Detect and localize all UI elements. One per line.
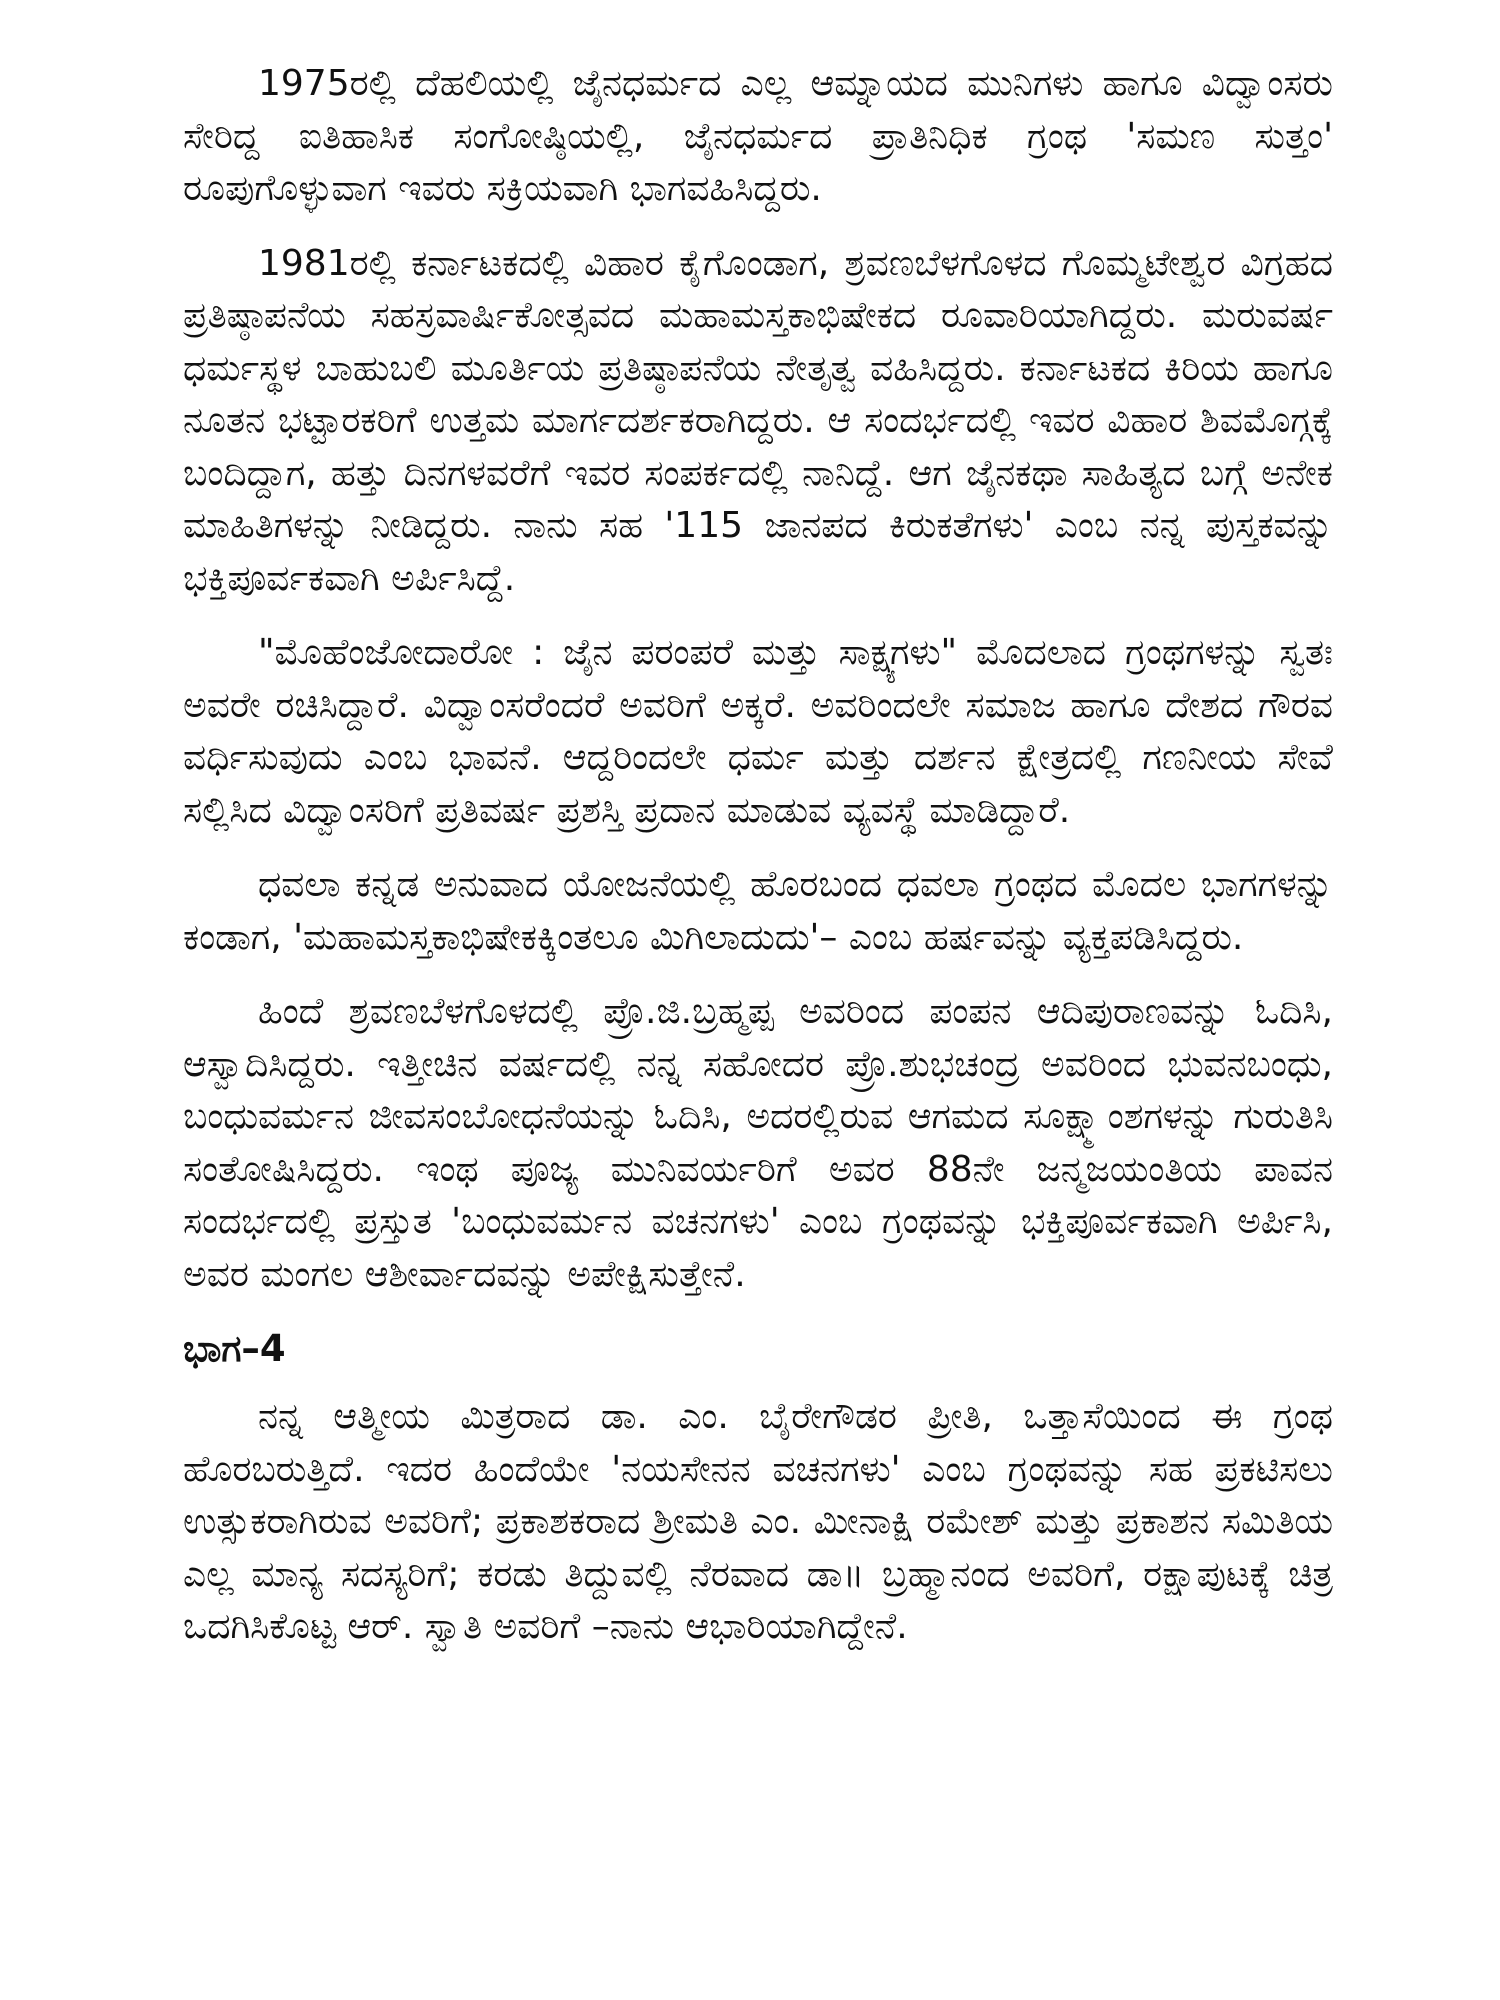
- paragraph-mohenjodaro: "ಮೊಹೆಂಜೋದಾರೋ : ಜೈನ ಪರಂಪರೆ ಮತ್ತು ಸಾಕ್ಷ್ಯಗಳು" ಮೊದಲಾದ ಗ್ರಂಥಗಳನ್ನು ಸ್ವತಃ ಅವರೇ ರಚಿಸಿದ್ದಾರೆ. ವಿದ್ವಾಂಸರೆಂದರೆ ಅವರಿಗೆ ಅಕ್ಕರೆ. ಅವರಿಂದಲೇ ಸಮಾಜ ಹಾಗೂ ದೇಶದ ಗೌರವ ವರ್ಧಿಸುವುದು ಎಂಬ ಭಾವನೆ. ಆದ್ದರಿಂದಲೇ ಧರ್ಮ ಮತ್ತು ದರ್ಶನ ಕ್ಷೇತ್ರದಲ್ಲಿ ಗಣನೀಯ ಸೇವೆ ಸಲ್ಲಿಸಿದ ವಿದ್ವಾಂಸರಿಗೆ ಪ್ರತಿವರ್ಷ ಪ್ರಶಸ್ತಿ ಪ್ರದಾನ ಮಾಡುವ ವ್ಯವಸ್ಥೆ ಮಾಡಿದ್ದಾರೆ.: [183, 632, 1333, 831]
- paragraph-karnataka-vihara: 1981ರಲ್ಲಿ ಕರ್ನಾಟಕದಲ್ಲಿ ವಿಹಾರ ಕೈಗೊಂಡಾಗ, ಶ್ರವಣಬೆಳಗೊಳದ ಗೊಮ್ಮಟೇಶ್ವರ ವಿಗ್ರಹದ ಪ್ರತಿಷ್ಠಾಪನೆಯ ಸಹಸ್ರವಾರ್ಷಿಕೋತ್ಸವದ ಮಹಾಮಸ್ತಕಾಭಿಷೇಕದ ರೂವಾರಿಯಾಗಿದ್ದರು. ಮರುವರ್ಷ ಧರ್ಮಸ್ಥಳ ಬಾಹುಬಲಿ ಮೂರ್ತಿಯ ಪ್ರತಿಷ್ಠಾಪನೆಯ ನೇತೃತ್ವ ವಹಿಸಿದ್ದರು. ಕರ್ನಾಟಕದ ಕಿರಿಯ ಹಾಗೂ ನೂತನ ಭಟ್ಟಾರಕರಿಗೆ ಉತ್ತಮ ಮಾರ್ಗದರ್ಶಕರಾಗಿದ್ದರು. ಆ ಸಂದರ್ಭದಲ್ಲಿ ಇವರ ವಿಹಾರ ಶಿವಮೊಗ್ಗಕ್ಕೆ ಬಂದಿದ್ದಾಗ, ಹತ್ತು ದಿನಗಳವರೆಗೆ ಇವರ ಸಂಪರ್ಕದಲ್ಲಿ ನಾನಿದ್ದೆ. ಆಗ ಜೈನಕಥಾ ಸಾಹಿತ್ಯದ ಬಗ್ಗೆ ಅನೇಕ ಮಾಹಿತಿಗಳನ್ನು ನೀಡಿದ್ದರು. ನಾನು ಸಹ '115 ಜಾನಪದ ಕಿರುಕತೆಗಳು' ಎಂಬ ನನ್ನ ಪುಸ್ತಕವನ್ನು ಭಕ್ತಿಪೂರ್ವಕವಾಗಿ ಅರ್ಪಿಸಿದ್ದೆ.: [183, 242, 1333, 599]
- section-heading: ಭಾಗ–4: [183, 1327, 286, 1370]
- paragraph-adipurana: ಹಿಂದೆ ಶ್ರವಣಬೆಳಗೊಳದಲ್ಲಿ ಪ್ರೊ.ಜಿ.ಬ್ರಹ್ಮಪ್ಪ ಅವರಿಂದ ಪಂಪನ ಆದಿಪುರಾಣವನ್ನು ಓದಿಸಿ, ಆಸ್ವಾದಿಸಿದ್ದರು. ಇತ್ತೀಚಿನ ವರ್ಷದಲ್ಲಿ ನನ್ನ ಸಹೋದರ ಪ್ರೊ.ಶುಭಚಂದ್ರ ಅವರಿಂದ ಭುವನಬಂಧು, ಬಂಧುವರ್ಮನ ಜೀವಸಂಬೋಧನೆಯನ್ನು ಓದಿಸಿ, ಅದರಲ್ಲಿರುವ ಆಗಮದ ಸೂಕ್ಷ್ಮಾಂಶಗಳನ್ನು ಗುರುತಿಸಿ ಸಂತೋಷಿಸಿದ್ದರು. ಇಂಥ ಪೂಜ್ಯ ಮುನಿವರ್ಯರಿಗೆ ಅವರ 88ನೇ ಜನ್ಮಜಯಂತಿಯ ಪಾವನ ಸಂದರ್ಭದಲ್ಲಿ ಪ್ರಸ್ತುತ 'ಬಂಧುವರ್ಮನ ವಚನಗಳು' ಎಂಬ ಗ್ರಂಥವನ್ನು ಭಕ್ತಿಪೂರ್ವಕವಾಗಿ ಅರ್ಪಿಸಿ, ಅವರ ಮಂಗಲ ಆಶೀರ್ವಾದವನ್ನು ಅಪೇಕ್ಷಿಸುತ್ತೇನೆ.: [183, 991, 1333, 1295]
- document-page: [183, 58, 1333, 1676]
- paragraph-acknowledgements: ನನ್ನ ಆತ್ಮೀಯ ಮಿತ್ರರಾದ ಡಾ. ಎಂ. ಬೈರೇಗೌಡರ ಪ್ರೀತಿ, ಒತ್ತಾಸೆಯಿಂದ ಈ ಗ್ರಂಥ ಹೊರಬರುತ್ತಿದೆ. ಇದರ ಹಿಂದೆಯೇ 'ನಯಸೇನನ ವಚನಗಳು' ಎಂಬ ಗ್ರಂಥವನ್ನು ಸಹ ಪ್ರಕಟಿಸಲು ಉತ್ಸುಕರಾಗಿರುವ ಅವರಿಗೆ; ಪ್ರಕಾಶಕರಾದ ಶ್ರೀಮತಿ ಎಂ. ಮೀನಾಕ್ಷಿ ರಮೇಶ್ ಮತ್ತು ಪ್ರಕಾಶನ ಸಮಿತಿಯ ಎಲ್ಲ ಮಾನ್ಯ ಸದಸ್ಯರಿಗೆ; ಕರಡು ತಿದ್ದುವಲ್ಲಿ ನೆರವಾದ ಡಾ॥ ಬ್ರಹ್ಮಾನಂದ ಅವರಿಗೆ, ರಕ್ಷಾಪುಟಕ್ಕೆ ಚಿತ್ರ ಒದಗಿಸಿಕೊಟ್ಟ ಆರ್. ಸ್ವಾತಿ ಅವರಿಗೆ –ನಾನು ಆಭಾರಿಯಾಗಿದ್ದೇನೆ.: [183, 1396, 1333, 1647]
- paragraph-dhavala: ಧವಲಾ ಕನ್ನಡ ಅನುವಾದ ಯೋಜನೆಯಲ್ಲಿ ಹೊರಬಂದ ಧವಲಾ ಗ್ರಂಥದ ಮೊದಲ ಭಾಗಗಳನ್ನು ಕಂಡಾಗ, 'ಮಹಾಮಸ್ತಕಾಭಿಷೇಕಕ್ಕಿಂತಲೂ ಮಿಗಿಲಾದುದು'– ಎಂಬ ಹರ್ಷವನ್ನು ವ್ಯಕ್ತಪಡಿಸಿದ್ದರು.: [183, 864, 1333, 958]
- paragraph-samana-suttam: 1975ರಲ್ಲಿ ದೆಹಲಿಯಲ್ಲಿ ಜೈನಧರ್ಮದ ಎಲ್ಲ ಆಮ್ನಾಯದ ಮುನಿಗಳು ಹಾಗೂ ವಿದ್ವಾಂಸರು ಸೇರಿದ್ದ ಐತಿಹಾಸಿಕ ಸಂಗೋಷ್ಠಿಯಲ್ಲಿ, ಜೈನಧರ್ಮದ ಪ್ರಾತಿನಿಧಿಕ ಗ್ರಂಥ 'ಸಮಣ ಸುತ್ತಂ' ರೂಪುಗೊಳ್ಳುವಾಗ ಇವರು ಸಕ್ರಿಯವಾಗಿ ಭಾಗವಹಿಸಿದ್ದರು.: [183, 63, 1333, 209]
